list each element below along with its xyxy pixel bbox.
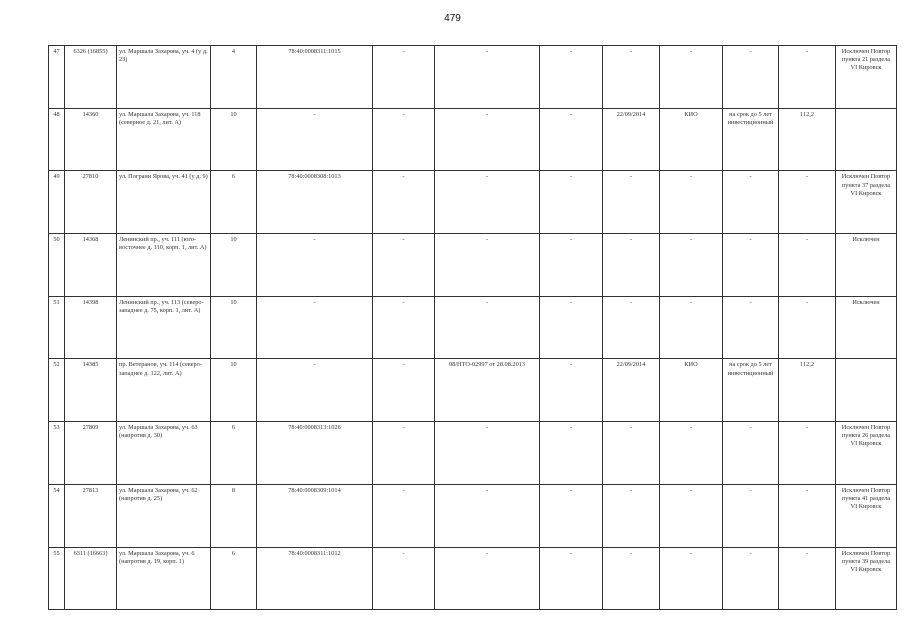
cell-size: -: [779, 296, 836, 359]
cell-address: ул. Пограни Ярова, уч. 41 (у д. 9): [117, 171, 211, 234]
cell-date: 22/09/2014: [603, 108, 660, 171]
table-row: [49, 234, 897, 297]
cell-col8: -: [540, 296, 603, 359]
cell-cadastral: 78:40:0008308:1013: [257, 171, 373, 234]
cell-address: ул. Маршала Захарова, уч. 6 (напротив д. 19, корп. 1): [117, 547, 211, 610]
cell-num: 52: [49, 359, 65, 422]
cell-org: КИО: [660, 108, 723, 171]
cell-col6: -: [373, 547, 435, 610]
cell-contract: -: [435, 108, 540, 171]
cell-org: КИО: [660, 359, 723, 422]
cell-num: 47: [49, 46, 65, 109]
cell-org: -: [660, 46, 723, 109]
cell-term: -: [723, 171, 779, 234]
cell-col8: -: [540, 484, 603, 547]
cell-cadastral: -: [257, 234, 373, 297]
cell-date: -: [603, 171, 660, 234]
cell-id: 6311 (16663): [65, 547, 117, 610]
cell-note: Исключен Повтор пункта 39 раздела VI Кировск: [836, 547, 897, 610]
cell-area: 8: [211, 484, 257, 547]
cell-col6: -: [373, 359, 435, 422]
table-row: [49, 296, 897, 359]
cell-address: ул. Маршала Захарова, уч. 63 (напротив д. 30): [117, 422, 211, 485]
cell-contract: -: [435, 234, 540, 297]
table-row: [49, 108, 897, 171]
page-number: 479: [444, 13, 461, 24]
cell-date: -: [603, 422, 660, 485]
cell-size: -: [779, 422, 836, 485]
cell-term: -: [723, 484, 779, 547]
cell-contract: -: [435, 422, 540, 485]
cell-org: -: [660, 296, 723, 359]
cell-term: на срок до 5 лет инвестиционный: [723, 359, 779, 422]
cell-col8: -: [540, 234, 603, 297]
cell-contract: -: [435, 484, 540, 547]
cell-cadastral: 78:40:0008313:1026: [257, 422, 373, 485]
cell-id: 14360: [65, 108, 117, 171]
cell-address: ул. Маршала Захарова, уч. 62 (напротив д. 25): [117, 484, 211, 547]
cell-note: Исключен Повтор пункта 41 раздела VI Кировск: [836, 484, 897, 547]
cell-area: 10: [211, 359, 257, 422]
cell-col6: -: [373, 234, 435, 297]
table-row: [49, 547, 897, 610]
cell-area: 10: [211, 234, 257, 297]
cell-num: 55: [49, 547, 65, 610]
cell-col6: -: [373, 171, 435, 234]
cell-note: [836, 108, 897, 171]
table-row: [49, 484, 897, 547]
cell-address: ул. Маршала Захарова, уч. 4 (у д. 23): [117, 46, 211, 109]
cell-cadastral: -: [257, 108, 373, 171]
cell-col6: -: [373, 296, 435, 359]
cell-note: Исключен: [836, 296, 897, 359]
cell-date: -: [603, 547, 660, 610]
cell-col8: -: [540, 171, 603, 234]
cell-org: -: [660, 171, 723, 234]
cell-term: -: [723, 422, 779, 485]
cell-col6: -: [373, 484, 435, 547]
cell-size: 112,2: [779, 359, 836, 422]
cell-num: 50: [49, 234, 65, 297]
cell-id: 27813: [65, 484, 117, 547]
cell-col8: -: [540, 46, 603, 109]
table-row: [49, 171, 897, 234]
cell-id: 27809: [65, 422, 117, 485]
cell-term: -: [723, 547, 779, 610]
cell-address: пр. Ветеранов, уч. 114 (северо-западнее д. 122, лит. А): [117, 359, 211, 422]
cell-org: -: [660, 547, 723, 610]
cell-size: -: [779, 234, 836, 297]
cell-col8: -: [540, 108, 603, 171]
cell-address: Ленинский пр., уч. 111 (юго-восточнее д. 110, корп. 1, лит. А): [117, 234, 211, 297]
cell-date: -: [603, 234, 660, 297]
cell-area: 10: [211, 296, 257, 359]
cell-cadastral: 78:40:0008309:1014: [257, 484, 373, 547]
cell-term: на срок до 5 лет инвестиционный: [723, 108, 779, 171]
cell-num: 51: [49, 296, 65, 359]
cell-num: 54: [49, 484, 65, 547]
cell-id: 14385: [65, 359, 117, 422]
cell-org: -: [660, 422, 723, 485]
cell-contract: 08/НТО-02997 от 28.08.2013: [435, 359, 540, 422]
cell-cadastral: 78:40:0008311:1015: [257, 46, 373, 109]
table-row: [49, 359, 897, 422]
cell-num: 48: [49, 108, 65, 171]
cell-contract: -: [435, 171, 540, 234]
cell-cadastral: -: [257, 296, 373, 359]
cell-id: 6326 (16855): [65, 46, 117, 109]
cell-cadastral: -: [257, 359, 373, 422]
cell-address: Ленинский пр., уч. 113 (северо-западнее д. 75, корп. 1, лит. А): [117, 296, 211, 359]
cell-cadastral: 78:40:0008311:1012: [257, 547, 373, 610]
cell-org: -: [660, 484, 723, 547]
cell-area: 6: [211, 171, 257, 234]
cell-id: 14368: [65, 234, 117, 297]
cell-note: [836, 359, 897, 422]
cell-note: Исключен Повтор пункта 26 раздела VI Кировск: [836, 422, 897, 485]
cell-contract: -: [435, 547, 540, 610]
cell-date: -: [603, 484, 660, 547]
cell-address: ул. Маршала Захарова, уч. 118 (северное д. 21, лит. А): [117, 108, 211, 171]
cell-size: -: [779, 547, 836, 610]
cell-col8: -: [540, 547, 603, 610]
cell-col6: -: [373, 108, 435, 171]
cell-date: 22/09/2014: [603, 359, 660, 422]
cell-note: Исключен Повтор пункта 21 раздела VI Кировск: [836, 46, 897, 109]
cell-note: Исключен: [836, 234, 897, 297]
cell-col6: -: [373, 422, 435, 485]
cell-area: 10: [211, 108, 257, 171]
cell-col8: -: [540, 422, 603, 485]
cell-size: -: [779, 484, 836, 547]
cell-term: -: [723, 46, 779, 109]
cell-size: -: [779, 171, 836, 234]
registry-table: [48, 45, 897, 610]
table-row: [49, 46, 897, 109]
cell-size: -: [779, 46, 836, 109]
cell-contract: -: [435, 46, 540, 109]
cell-id: 14398: [65, 296, 117, 359]
cell-area: 4: [211, 46, 257, 109]
table-row: [49, 422, 897, 485]
cell-term: -: [723, 234, 779, 297]
cell-date: -: [603, 296, 660, 359]
cell-size: 112,2: [779, 108, 836, 171]
cell-num: 49: [49, 171, 65, 234]
cell-col6: -: [373, 46, 435, 109]
cell-id: 27810: [65, 171, 117, 234]
cell-area: 6: [211, 547, 257, 610]
cell-term: -: [723, 296, 779, 359]
cell-org: -: [660, 234, 723, 297]
cell-col8: -: [540, 359, 603, 422]
cell-contract: -: [435, 296, 540, 359]
cell-area: 6: [211, 422, 257, 485]
cell-note: Исключен Повтор пункта 37 раздела VI Кировск: [836, 171, 897, 234]
cell-num: 53: [49, 422, 65, 485]
cell-date: -: [603, 46, 660, 109]
